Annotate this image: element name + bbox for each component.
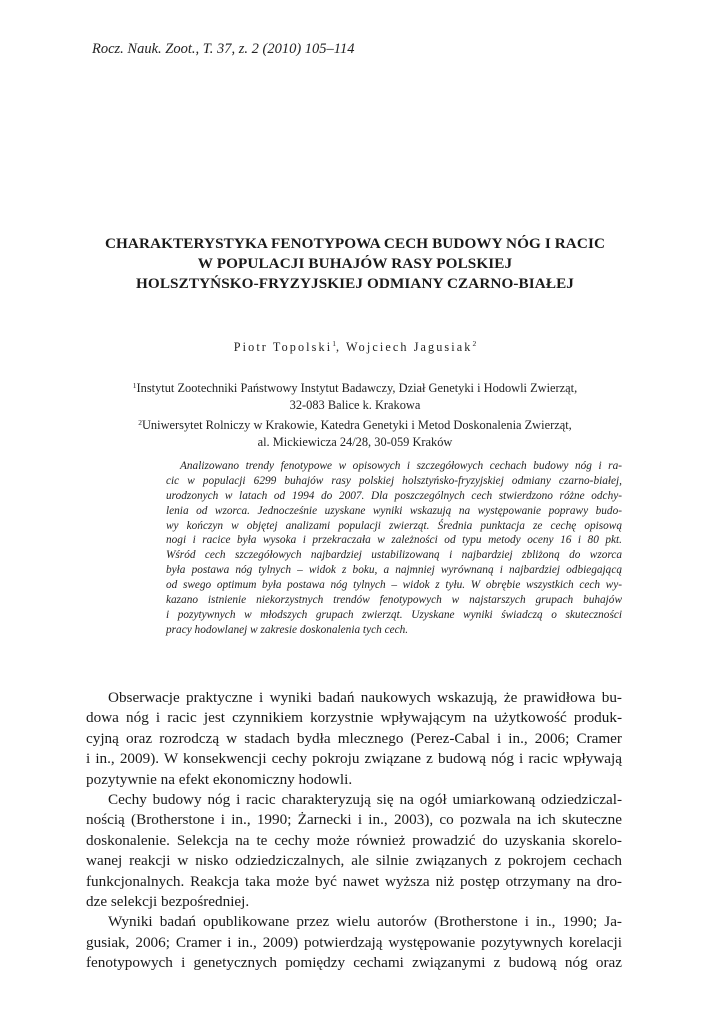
abstract	[166, 459, 622, 638]
affiliation-mark: 2	[472, 339, 477, 348]
body-line: doskonalenie. Selekcja na te cechy może również prowadzić do uzyskania skorelo-	[86, 831, 622, 849]
body-line: pozytywnie na efekt ekonomiczny hodowli.	[86, 770, 353, 788]
abstract-line: wy kończyn w objętej analizami populacji zwierząt. Średnia punktacja ze cechę opisową	[166, 519, 622, 532]
body-line: nością (Brotherstone i in., 1990; Żarnecki i in., 2003), co pozwala na ich skuteczne	[86, 811, 622, 829]
affiliation-text: Uniwersytet Rolniczy w Krakowie, Katedra Genetyki i Metod Doskonalenia Zwierząt,	[141, 418, 572, 432]
body-line: i in., 2009). W konsekwencji cechy pokroju związane z budową nóg i racic wpływają	[86, 750, 622, 768]
affiliation-text: Instytut Zootechniki Państwowy Instytut Badawczy, Dział Genetyki i Hodowli Zwierząt,	[136, 381, 578, 395]
affiliation-mark: 1	[132, 381, 137, 390]
abstract-line: Wśród cech szczegółowych najbardziej ustabilizowaną i najbardziej zbliżoną do wzorca	[166, 549, 622, 562]
body-text	[86, 688, 622, 973]
paper-title	[60, 234, 650, 294]
body-line: Wyniki badań opublikowane przez wielu autorów (Brotherstone i in., 1990; Ja-	[108, 913, 622, 931]
title-line: HOLSZTYŃSKO-FRYZYJSKIEJ ODMIANY CZARNO-BIAŁEJ	[136, 275, 574, 292]
journal-citation: Rocz. Nauk. Zoot., T. 37, z. 2 (2010) 105–114	[92, 41, 355, 57]
abstract-line: nogi i racice była wysoka i przekraczała w zależności od typu metody oceny 16 i 80 pkt.	[166, 534, 622, 547]
body-line: dowa nóg i racic jest czynnikiem korzystnie wpływającym na użytkowość produk-	[86, 709, 622, 727]
body-line: wanej reakcji w nisko odziedziczalnych, ale silnie związanych z pokrojem cechach	[86, 852, 622, 870]
abstract-line: od swego optimum była postawa nóg tylnych – widok z tyłu. W obrębie wszystkich cech wy-	[166, 579, 622, 592]
abstract-line: kazano istnienie niekorzystnych trendów fenotypowych w najstarszych grupach buhajów	[166, 594, 622, 607]
body-line: Cechy budowy nóg i racic charakteryzują się na ogół umiarkowaną odziedziczal-	[108, 790, 622, 808]
affiliation-line	[80, 377, 630, 397]
author-name: Wojciech Jagusiak	[346, 340, 473, 354]
affiliation-line	[80, 414, 630, 434]
body-line: fenotypowych i genetycznych pomiędzy cechami związanymi z budową nóg oraz	[86, 954, 622, 972]
abstract-line: pracy hodowlanej w zakresie doskonalenia tych cech.	[166, 623, 409, 636]
abstract-line: była postawa nóg tylnych – widok z boku, a najmniej wyrównaną i najbardziej odbiegającą	[166, 564, 622, 577]
abstract-line: cic w populacji 6299 buhajów rasy polskiej holsztyńsko-fryzyjskiej odmiany czarno-białej,	[166, 474, 622, 487]
affiliations	[80, 377, 630, 451]
author-name: Piotr Topolski	[233, 340, 333, 354]
author-separator: ,	[335, 340, 342, 354]
abstract-line: i pozytywnych w młodszych grupach zwierząt. Uzyskane wyniki świadczą o skuteczności	[166, 608, 622, 621]
author-list	[0, 339, 710, 355]
affiliation-mark: 2	[138, 418, 142, 427]
body-line: gusiak, 2006; Cramer i in., 2009) potwierdzają występowanie pozytywnych korelacji	[86, 933, 622, 951]
body-line: cyjną oraz rozrodczą w stadach bydła mlecznego (Perez-Cabal i in., 2006; Cramer	[86, 729, 622, 747]
abstract-line: Analizowano trendy fenotypowe w opisowych i szczegółowych cechach budowy nóg i ra-	[180, 460, 622, 472]
abstract-line: urodzonych w latach od 1994 do 2007. Dla poszczególnych cech stwierdzono różne odchy-	[166, 489, 622, 502]
body-line: funkcjonalnych. Reakcja taka może być nawet wyższa niż postęp otrzymany na dro-	[86, 872, 622, 890]
body-line: Obserwacje praktyczne i wyniki badań naukowych wskazują, że prawidłowa bu-	[108, 689, 622, 706]
abstract-line: lenia od wzorca. Jednocześnie uzyskane wyniki wskazują na występowanie poprawy budo-	[166, 504, 622, 517]
affiliation-line: 32-083 Balice k. Krakowa	[289, 398, 421, 412]
body-line: dze selekcji bezpośredniej.	[86, 892, 250, 910]
title-line: W POPULACJI BUHAJÓW RASY POLSKIEJ	[197, 255, 513, 272]
affiliation-mark: 1	[332, 339, 336, 348]
affiliation-line: al. Mickiewicza 24/28, 30-059 Kraków	[257, 435, 453, 449]
title-line: CHARAKTERYSTYKA FENOTYPOWA CECH BUDOWY NÓG I RACIC	[104, 235, 606, 252]
